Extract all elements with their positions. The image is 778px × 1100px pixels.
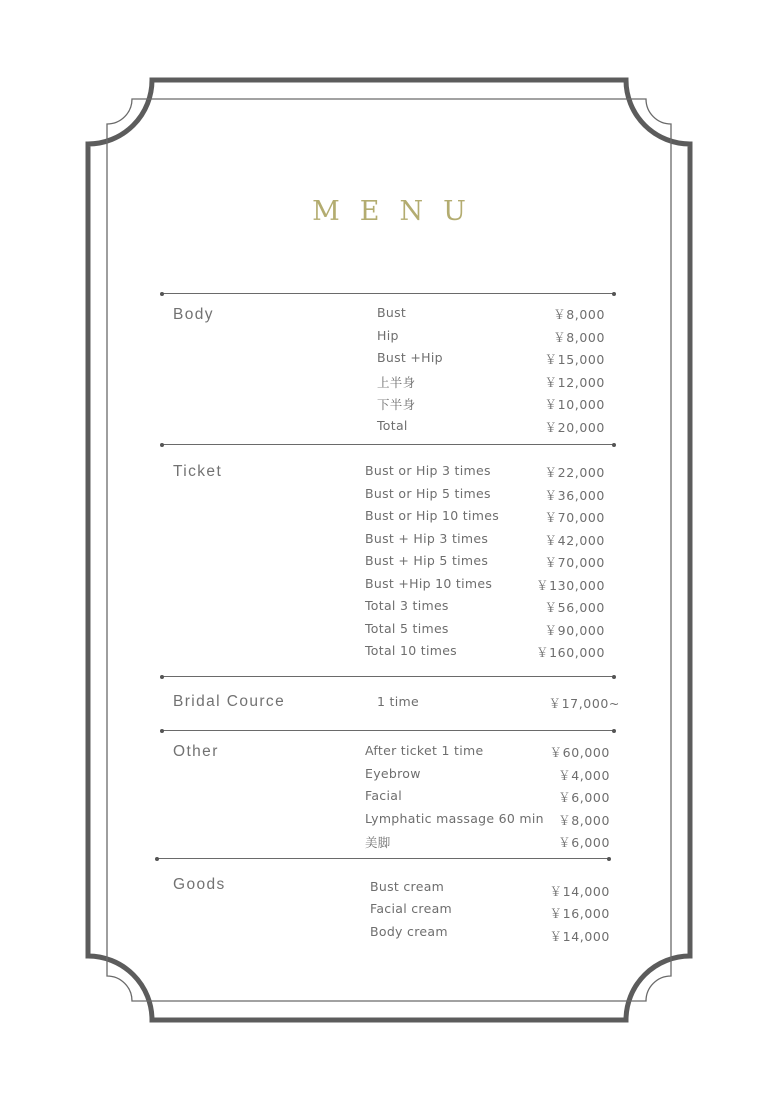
item-price: ￥4,000 [558,768,610,783]
item-price: ￥130,000 [536,578,605,593]
list-item [365,531,605,551]
item-name: Bust +Hip [377,350,443,365]
list-item [377,350,605,370]
item-price: ￥90,000 [544,623,605,638]
section-label-bridal: Bridal Cource [173,693,286,710]
list-item [365,598,605,618]
item-price: ￥70,000 [544,510,605,525]
item-name: Bust cream [370,879,445,894]
item-price: ￥60,000 [549,745,610,760]
item-price: ￥8,000 [553,307,605,322]
list-item [365,833,610,853]
list-item [377,305,605,325]
item-price: ￥6,000 [558,790,610,805]
section-divider [162,730,614,731]
section-divider [157,858,609,859]
item-price: ￥42,000 [544,533,605,548]
item-name: Bust or Hip 3 times [365,463,491,478]
item-price: ￥15,000 [544,352,605,367]
item-price: ￥20,000 [544,420,605,435]
item-price: ￥14,000 [549,884,610,899]
list-item [377,418,605,438]
list-item [365,553,605,573]
list-item [365,766,610,786]
list-item [377,328,605,348]
list-item [365,621,605,641]
list-item [377,373,605,393]
section-label-goods: Goods [173,876,226,893]
item-name: Bust or Hip 5 times [365,486,491,501]
item-name: Bust + Hip 3 times [365,531,489,546]
item-price: ￥10,000 [544,397,605,412]
item-name: Hip [377,328,399,343]
list-item [365,743,610,763]
item-name: Bust or Hip 10 times [365,508,500,523]
list-item [365,463,605,483]
section-label-body: Body [173,306,214,323]
list-item [365,508,605,528]
page-title: MENU [312,196,486,227]
list-item [377,694,620,714]
item-price: ￥6,000 [558,835,610,850]
item-name: Facial cream [370,901,453,916]
list-item [365,486,605,506]
section-divider [162,293,614,294]
item-price: ￥14,000 [549,929,610,944]
item-name: Bust [377,305,407,320]
item-price: ￥22,000 [544,465,605,480]
section-divider [162,676,614,677]
list-item [377,395,605,415]
item-price: ￥36,000 [544,488,605,503]
item-price: ￥70,000 [544,555,605,570]
item-name: Lymphatic massage 60 min [365,811,544,826]
item-name: After ticket 1 time [365,743,484,758]
item-name: 下半身 [377,397,416,412]
list-item [365,811,610,831]
list-item [365,576,605,596]
section-label-other: Other [173,743,219,760]
item-price: ￥17,000~ [548,696,620,711]
item-name: Body cream [370,924,448,939]
list-item [370,879,610,899]
list-item [370,901,610,921]
item-name: 上半身 [377,375,416,390]
item-price: ￥56,000 [544,600,605,615]
item-price: ￥16,000 [549,906,610,921]
item-name: Total [377,418,408,433]
list-item [365,788,610,808]
item-name: Bust + Hip 5 times [365,553,489,568]
item-name: 美脚 [365,835,391,850]
item-name: Total 5 times [365,621,449,636]
item-name: Total 10 times [365,643,457,658]
item-price: ￥12,000 [544,375,605,390]
item-price: ￥8,000 [553,330,605,345]
section-divider [162,444,614,445]
item-name: 1 time [377,694,419,709]
item-name: Total 3 times [365,598,449,613]
item-price: ￥8,000 [558,813,610,828]
section-label-ticket: Ticket [173,463,223,480]
list-item [370,924,610,944]
item-name: Bust +Hip 10 times [365,576,493,591]
item-name: Facial [365,788,402,803]
item-name: Eyebrow [365,766,421,781]
list-item [365,643,605,663]
item-price: ￥160,000 [536,645,605,660]
